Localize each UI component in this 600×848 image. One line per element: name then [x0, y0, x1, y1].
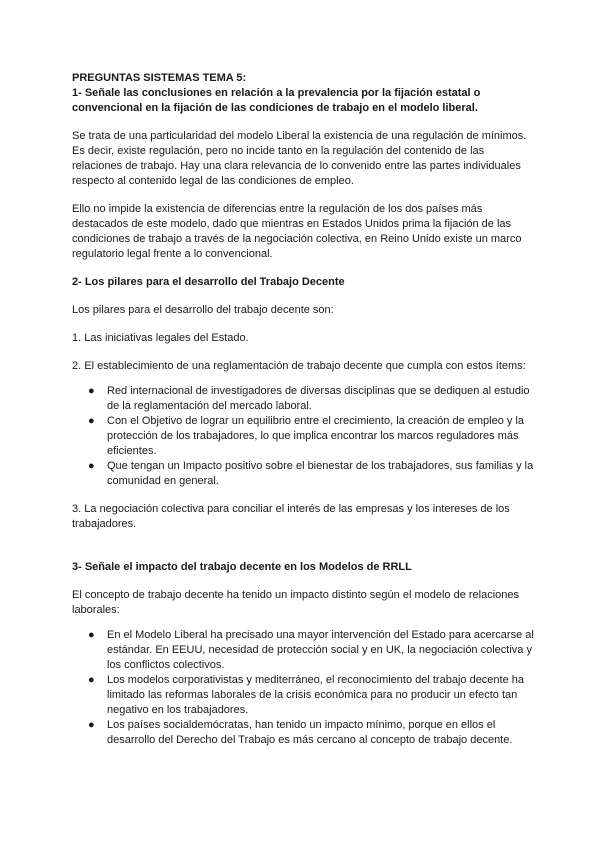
list-item — [72, 628, 534, 673]
question-2-item-2: 2. El establecimiento de una reglamentación de trabajo decente que cumpla con estos ítems: — [72, 360, 526, 372]
list-item-text: En el Modelo Liberal ha precisado una mayor intervención del Estado para acercarse al estándar. En EEUU, necesidad de protección social y en UK, la negociación colectiva y los conflictos colectivos. — [107, 629, 534, 671]
document-title: PREGUNTAS SISTEMAS TEMA 5: — [72, 72, 247, 84]
question-1-paragraph-1: Se trata de una particularidad del modelo Liberal la existencia de una regulación de mínimos. Es decir, existe regulación, pero no incide tanto en la regulación del contenido de las relaciones de trabajo. Hay una clara relevancia de lo convenido entre las partes individuales respecto al contenido legal de las condiciones de empleo. — [72, 130, 527, 187]
list-item — [72, 459, 534, 489]
bullet-icon: ● — [88, 460, 95, 472]
bullet-icon: ● — [88, 719, 95, 731]
bullet-icon: ● — [88, 415, 95, 427]
question-3-heading: 3- Señale el impacto del trabajo decente en los Modelos de RRLL — [72, 561, 412, 573]
question-2-item-3: 3. La negociación colectiva para conciliar el interés de las empresas y los intereses de los trabajadores. — [72, 503, 510, 530]
list-item-text: Los modelos corporativistas y mediterráneo, el reconocimiento del trabajo decente ha limitado las reformas laborales de la crisis económica para no producir un efecto tan negativo en los trabajadores. — [107, 674, 525, 716]
question-1-paragraph-2: Ello no impide la existencia de diferencias entre la regulación de los dos países más destacados de este modelo, dado que mientras en Estados Unidos prima la fijación de las condiciones de trabajo a través de la negociación colectiva, en Reino Unido existe un marco regulatorio legal frente a lo convencional. — [72, 203, 522, 260]
list-item — [72, 384, 534, 414]
document-page — [72, 71, 534, 748]
list-item — [72, 673, 534, 718]
question-2-heading: 2- Los pilares para el desarrollo del Trabajo Decente — [72, 276, 345, 288]
list-item — [72, 718, 534, 748]
list-item-text: Los países socialdemócratas, han tenido un impacto mínimo, porque en ellos el desarrollo del Derecho del Trabajo es más cercano al concepto de trabajo decente. — [107, 719, 513, 746]
bullet-icon: ● — [88, 674, 95, 686]
question-3-intro: El concepto de trabajo decente ha tenido un impacto distinto según el modelo de relaciones laborales: — [72, 589, 520, 616]
question-2-bullet-list — [72, 384, 534, 489]
list-item-text: Con el Objetivo de lograr un equilibrio entre el crecimiento, la creación de empleo y la protección de los trabajadores, lo que implica encontrar los marcos reguladores más eficientes. — [107, 415, 525, 457]
list-item-text: Que tengan un Impacto positivo sobre el bienestar de los trabajadores, sus familias y la comunidad en general. — [107, 460, 534, 487]
question-1-heading: 1- Señale las conclusiones en relación a la prevalencia por la fijación estatal o convencional en la fijación de las condiciones de trabajo en el modelo liberal. — [72, 87, 481, 114]
bullet-icon: ● — [88, 629, 95, 641]
list-item-text: Red internacional de investigadores de diversas disciplinas que se dediquen al estudio de la reglamentación del mercado laboral. — [107, 385, 530, 412]
bullet-icon: ● — [88, 385, 95, 397]
question-2-intro: Los pilares para el desarrollo del trabajo decente son: — [72, 304, 334, 316]
question-3-bullet-list — [72, 628, 534, 748]
list-item — [72, 414, 534, 459]
question-2-item-1: 1. Las iniciativas legales del Estado. — [72, 332, 249, 344]
